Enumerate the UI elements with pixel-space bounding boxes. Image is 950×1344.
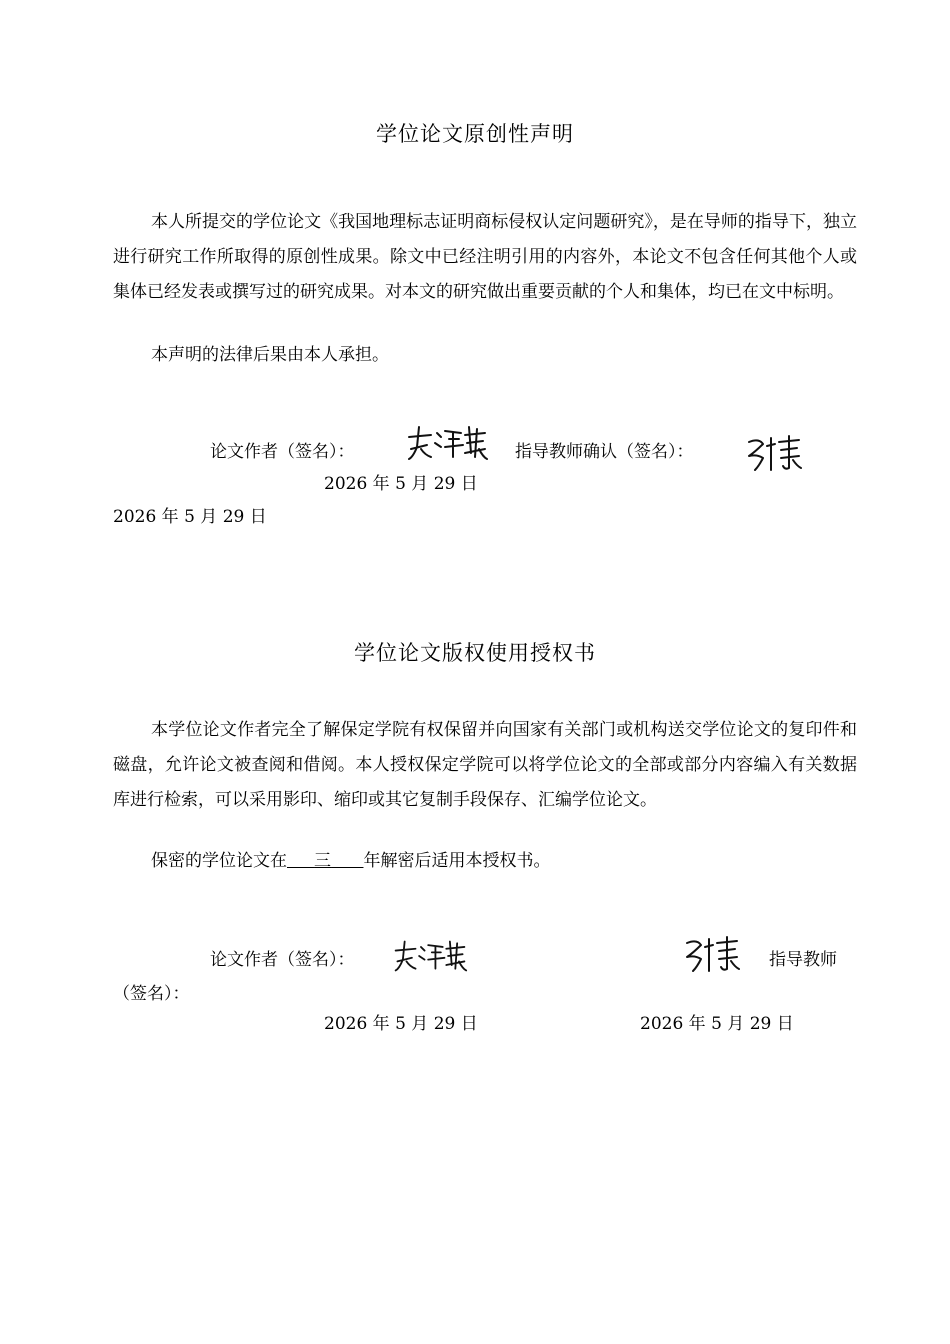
declaration-responsibility: 本声明的法律后果由本人承担。 <box>151 345 389 365</box>
authorization-title: 学位论文版权使用授权书 <box>354 641 596 665</box>
supervisor-signature-label-2: 指导教师 <box>769 950 837 970</box>
author-signature-label-2: 论文作者（签名）： <box>210 950 355 970</box>
secrecy-years-value: 三 <box>314 851 332 871</box>
secrecy-statement <box>151 849 550 873</box>
supervisor-signature-label-2-cont: （签名）： <box>113 984 190 1004</box>
author-signature-label: 论文作者（签名）： <box>210 442 355 462</box>
supervisor-date-2: 2026 年 5 月 29 日 <box>640 1014 794 1034</box>
supervisor-signature-label: 指导教师确认（签名）： <box>515 442 694 462</box>
supervisor-signature <box>745 432 805 474</box>
author-signature-2 <box>392 935 468 977</box>
authorization-paragraph: 本学位论文作者完全了解保定学院有权保留并向国家有关部门或机构送交学位论文的复印件和磁盘，允许论文被查阅和借阅。本人授权保定学院可以将学位论文的全部或部分内容编入有关数据库进行检索，可以采用影印、缩印或其它复制手段保存、汇编学位论文。 <box>113 720 857 810</box>
author-date: 2026 年 5 月 29 日 <box>324 474 478 494</box>
supervisor-signature-2 <box>683 932 743 976</box>
secrecy-suffix: 年解密后适用本授权书。 <box>363 851 551 871</box>
declaration-paragraph: 本人所提交的学位论文《我国地理标志证明商标侵权认定问题研究》，是在导师的指导下，独立进行研究工作所取得的原创性成果。除文中已经注明引用的内容外，本论文不包含任何其他个人或集体已经发表或撰写过的研究成果。对本文的研究做出重要贡献的个人和集体，均已在文中标明。 <box>113 212 857 302</box>
supervisor-date: 2026 年 5 月 29 日 <box>113 507 267 527</box>
declaration-title: 学位论文原创性声明 <box>376 122 574 146</box>
author-signature <box>405 423 489 463</box>
secrecy-years <box>287 851 363 871</box>
author-date-2: 2026 年 5 月 29 日 <box>324 1014 478 1034</box>
secrecy-prefix: 保密的学位论文在 <box>151 851 287 871</box>
